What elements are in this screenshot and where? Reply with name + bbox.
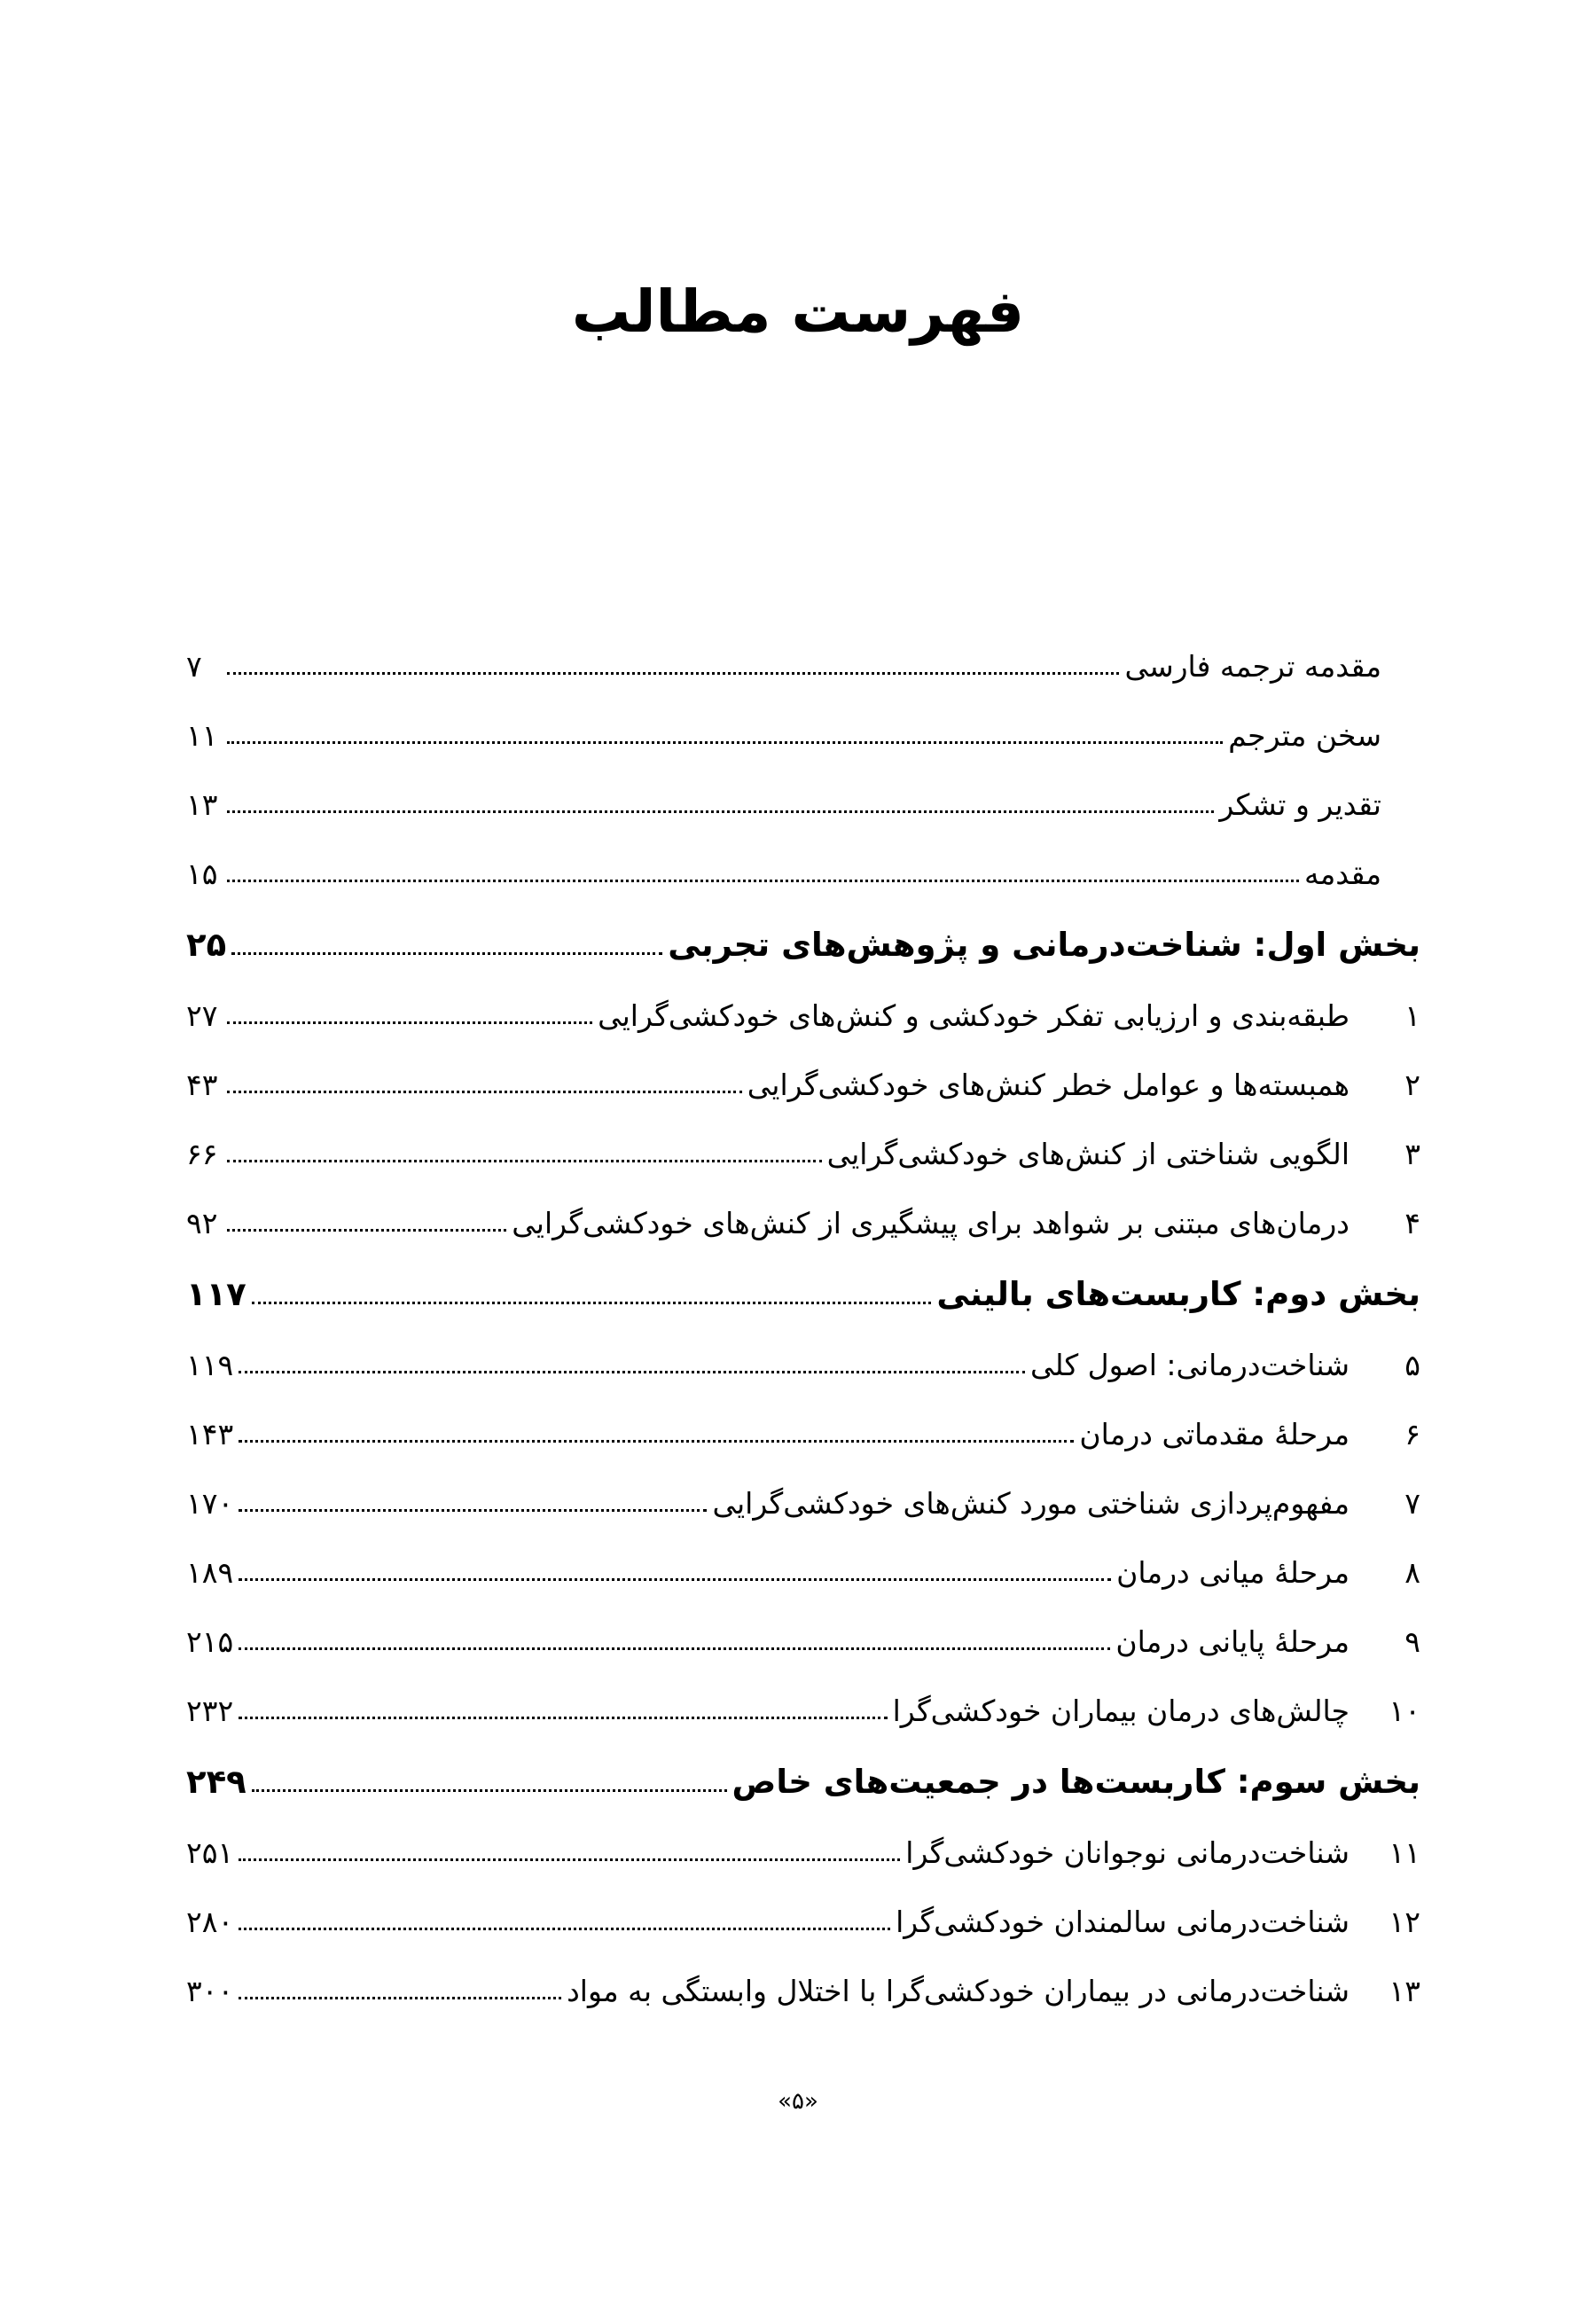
dot-leader (239, 1440, 1074, 1443)
entry-page-number: ۱۵ (186, 857, 218, 891)
toc-front-row (186, 750, 1420, 822)
toc-front-row (186, 819, 1420, 891)
toc-chapter-row (186, 961, 1420, 1033)
entry-page-number: ۲۵۱ (186, 1835, 234, 1870)
entry-title: مقدمه (1303, 857, 1381, 891)
chapter-number: ۴ (1404, 1206, 1420, 1240)
dot-leader (227, 810, 1214, 813)
toc-section-row (186, 1238, 1420, 1313)
entry-page-number: ۲۱۵ (186, 1624, 234, 1659)
chapter-number: ۱۲ (1389, 1905, 1420, 1939)
dot-leader (227, 880, 1299, 882)
chapter-number: ۱ (1404, 998, 1420, 1033)
entry-title: شناخت‌درمانی: اصول کلی (1030, 1348, 1350, 1382)
entry-title: مفهوم‌پردازی شناختی مورد کنش‌های خودکشی‌گرایی (712, 1486, 1350, 1521)
entry-title: شناخت‌درمانی در بیماران خودکشی‌گرا با اختلال وابستگی به مواد (567, 1974, 1350, 2008)
chapter-number: ۷ (1404, 1486, 1420, 1521)
entry-title: شناخت‌درمانی سالمندان خودکشی‌گرا (896, 1905, 1350, 1939)
chapter-number: ۳ (1404, 1137, 1420, 1171)
section-title: بخش سوم: کاربست‌ها در جمعیت‌های خاص (732, 1763, 1420, 1801)
entry-title: مرحلهٔ مقدماتی درمان (1079, 1417, 1350, 1451)
entry-page-number: ۷ (186, 649, 202, 684)
dot-leader (227, 741, 1223, 744)
toc-section-row (186, 1725, 1420, 1801)
toc-chapter-row (186, 1936, 1420, 2006)
toc-chapter-row (186, 1587, 1420, 1659)
page-title: فهرست مطالب (571, 278, 1025, 347)
entry-page-number: ۱۱۹ (186, 1348, 234, 1382)
entry-page-number: ۱۱۷ (186, 1275, 246, 1313)
entry-page-number: ۲۵ (186, 926, 227, 964)
chapter-number: ۵ (1404, 1348, 1420, 1382)
toc-chapter-row (186, 1169, 1420, 1238)
entry-title: تقدیر و تشکر (1219, 787, 1381, 822)
dot-leader (239, 1509, 707, 1512)
dot-leader (239, 1858, 900, 1861)
entry-page-number: ۳۰۰ (186, 1974, 234, 2008)
entry-page-number: ۲۸۰ (186, 1905, 234, 1939)
chapter-number: ۱۰ (1389, 1694, 1420, 1728)
toc-section-row (186, 888, 1420, 964)
entry-title: سخن مترجم (1228, 718, 1381, 753)
dot-leader (227, 1160, 822, 1162)
entry-title: شناخت‌درمانی نوجوانان خودکشی‌گرا (905, 1835, 1350, 1870)
chapter-number: ۲ (1404, 1068, 1420, 1102)
table-of-contents (186, 612, 1420, 2006)
entry-page-number: ۲۴۹ (186, 1763, 246, 1801)
entry-page-number: ۱۴۳ (186, 1417, 234, 1451)
entry-page-number: ۲۳۲ (186, 1694, 234, 1728)
entry-title: چالش‌های درمان بیماران خودکشی‌گرا (892, 1694, 1350, 1728)
toc-front-row (186, 612, 1420, 684)
entry-title: مرحلهٔ میانی درمان (1116, 1555, 1350, 1590)
dot-leader (239, 1928, 890, 1930)
entry-title: مرحلهٔ پایانی درمان (1115, 1624, 1350, 1659)
dot-leader (239, 1647, 1110, 1650)
section-title: بخش دوم: کاربست‌های بالینی (936, 1275, 1420, 1313)
dot-leader (239, 1578, 1111, 1581)
entry-title: درمان‌های مبتنی بر شواهد برای پیشگیری از کنش‌های خودکشی‌گرایی (512, 1206, 1350, 1240)
dot-leader (239, 1371, 1025, 1373)
page-number: «۵» (778, 2088, 818, 2115)
toc-chapter-row (186, 1518, 1420, 1590)
entry-page-number: ۱۷۰ (186, 1486, 234, 1521)
entry-page-number: ۴۳ (186, 1068, 218, 1102)
toc-chapter-row (186, 1310, 1420, 1380)
dot-leader (227, 1229, 506, 1232)
chapter-number: ۸ (1404, 1555, 1420, 1590)
entry-page-number: ۱۱ (186, 718, 218, 753)
toc-chapter-row (186, 1449, 1420, 1521)
entry-page-number: ۹۲ (186, 1206, 218, 1240)
toc-front-row (186, 681, 1420, 753)
dot-leader (252, 1789, 727, 1792)
dot-leader (227, 672, 1119, 675)
entry-title: مقدمه ترجمه فارسی (1124, 649, 1381, 684)
entry-page-number: ۶۶ (186, 1137, 218, 1171)
entry-title: همبسته‌ها و عوامل خطر کنش‌های خودکشی‌گرایی (747, 1068, 1350, 1102)
toc-chapter-row (186, 1798, 1420, 1870)
toc-chapter-row (186, 1656, 1420, 1728)
dot-leader (227, 1021, 592, 1024)
chapter-number: ۹ (1404, 1624, 1420, 1659)
dot-leader (239, 1717, 887, 1719)
chapter-number: ۱۱ (1389, 1835, 1420, 1870)
dot-leader (239, 1997, 561, 1999)
entry-page-number: ۲۷ (186, 998, 218, 1033)
toc-chapter-row (186, 1380, 1420, 1449)
dot-leader (227, 1091, 742, 1093)
toc-chapter-row (186, 1099, 1420, 1169)
entry-title: الگویی شناختی از کنش‌های خودکشی‌گرایی (826, 1137, 1350, 1171)
dot-leader (252, 1302, 932, 1304)
entry-page-number: ۱۳ (186, 787, 218, 822)
entry-page-number: ۱۸۹ (186, 1555, 234, 1590)
toc-chapter-row (186, 1030, 1420, 1102)
dot-leader (231, 952, 662, 955)
toc-chapter-row (186, 1867, 1420, 1939)
chapter-number: ۶ (1404, 1417, 1420, 1451)
section-title: بخش اول: شناخت‌درمانی و پژوهش‌های تجربی (668, 926, 1420, 964)
entry-title: طبقه‌بندی و ارزیابی تفکر خودکشی و کنش‌های خودکشی‌گرایی (598, 998, 1350, 1033)
chapter-number: ۱۳ (1389, 1974, 1420, 2008)
